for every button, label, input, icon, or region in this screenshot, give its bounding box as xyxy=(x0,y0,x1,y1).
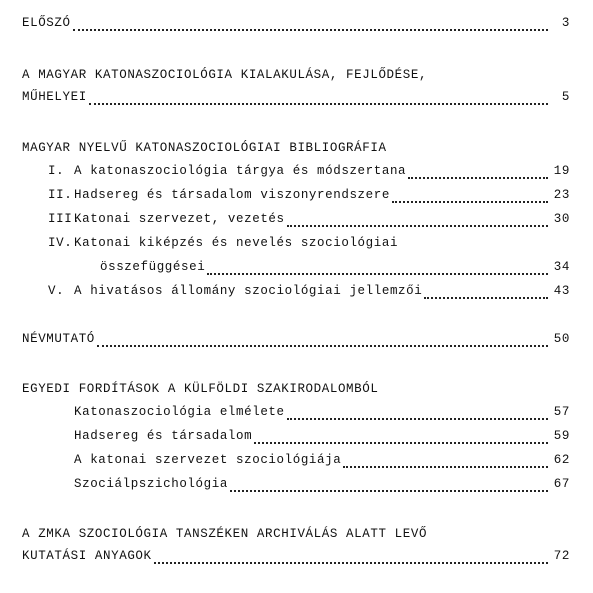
toc-entry-page: 62 xyxy=(553,453,570,467)
toc-entry-ford-1 xyxy=(22,405,570,425)
toc-entry-bib-3 xyxy=(22,212,570,232)
leader-dots xyxy=(408,177,548,179)
leader-dots xyxy=(287,225,548,227)
toc-entry-ford-4 xyxy=(22,477,570,497)
toc-entry-page: 3 xyxy=(561,16,570,30)
toc-entry-page: 30 xyxy=(553,212,570,226)
leader-dots xyxy=(154,562,548,564)
toc-entry-page: 5 xyxy=(561,90,570,104)
toc-entry-ford-3 xyxy=(22,453,570,473)
table-of-contents xyxy=(22,0,570,593)
section-heading-forditasok: EGYEDI FORDÍTÁSOK A KÜLFÖLDI SZAKIRODALOMBÓL xyxy=(22,382,379,396)
toc-entry-title: A katonai szervezet szociológiája xyxy=(74,453,342,467)
toc-entry-title: KUTATÁSI ANYAGOK xyxy=(22,549,152,563)
toc-entry-title: Katonai szervezet, vezetés xyxy=(74,212,285,226)
toc-entry-bib-4-line1 xyxy=(22,236,398,250)
leader-dots xyxy=(73,29,548,31)
leader-dots xyxy=(424,297,548,299)
toc-entry-title: ELŐSZÓ xyxy=(22,16,71,30)
toc-entry-zmka-line1: A ZMKA SZOCIOLÓGIA TANSZÉKEN ARCHIVÁLÁS ALATT LEVŐ xyxy=(22,527,428,541)
toc-entry-number: II. xyxy=(48,188,73,202)
leader-dots xyxy=(287,418,548,420)
toc-entry-page: 50 xyxy=(553,332,570,346)
toc-entry-title: A katonaszociológia tárgya és módszertana xyxy=(74,164,407,178)
toc-entry-page: 59 xyxy=(553,429,570,443)
toc-entry-title: Katonaszociológia elmélete xyxy=(74,405,285,419)
toc-entry-page: 34 xyxy=(553,260,570,274)
toc-entry-title: A hivatásos állomány szociológiai jellemzői xyxy=(74,284,423,298)
toc-entry-page: 23 xyxy=(553,188,570,202)
leader-dots xyxy=(343,466,548,468)
section-heading-bibliografia: MAGYAR NYELVŰ KATONASZOCIOLÓGIAI BIBLIOGRÁFIA xyxy=(22,141,387,155)
toc-entry-title: Katonai kiképzés és nevelés szociológiai xyxy=(74,236,399,250)
toc-entry-zmka xyxy=(22,549,570,569)
toc-entry-page: 72 xyxy=(553,549,570,563)
toc-entry-number: V. xyxy=(48,284,65,298)
toc-entry-page: 57 xyxy=(553,405,570,419)
toc-entry-title: NÉVMUTATÓ xyxy=(22,332,95,346)
toc-entry-title: Hadsereg és társadalom viszonyrendszere xyxy=(74,188,390,202)
toc-entry-eloszo xyxy=(22,16,570,36)
toc-entry-magyar-line1: A MAGYAR KATONASZOCIOLÓGIA KIALAKULÁSA, FEJLŐDÉSE, xyxy=(22,68,428,82)
toc-entry-title: Szociálpszichológia xyxy=(74,477,228,491)
leader-dots xyxy=(254,442,548,444)
toc-entry-number: IV. xyxy=(48,236,73,250)
toc-entry-bib-2 xyxy=(22,188,570,208)
toc-entry-number: I. xyxy=(48,164,65,178)
toc-entry-number: III. xyxy=(48,212,81,226)
leader-dots xyxy=(207,273,548,275)
toc-entry-title: MŰHELYEI xyxy=(22,90,87,104)
toc-entry-page: 43 xyxy=(553,284,570,298)
leader-dots xyxy=(230,490,548,492)
leader-dots xyxy=(97,345,548,347)
toc-entry-nevmutato xyxy=(22,332,570,352)
toc-entry-title: összefüggései xyxy=(100,260,206,274)
toc-entry-page: 67 xyxy=(553,477,570,491)
leader-dots xyxy=(89,103,548,105)
toc-entry-title: Hadsereg és társadalom xyxy=(74,429,253,443)
toc-entry-bib-5 xyxy=(22,284,570,304)
toc-entry-bib-4 xyxy=(22,260,570,280)
toc-entry-magyar xyxy=(22,90,570,110)
toc-entry-page: 19 xyxy=(553,164,570,178)
toc-entry-bib-1 xyxy=(22,164,570,184)
toc-entry-ford-2 xyxy=(22,429,570,449)
leader-dots xyxy=(392,201,548,203)
